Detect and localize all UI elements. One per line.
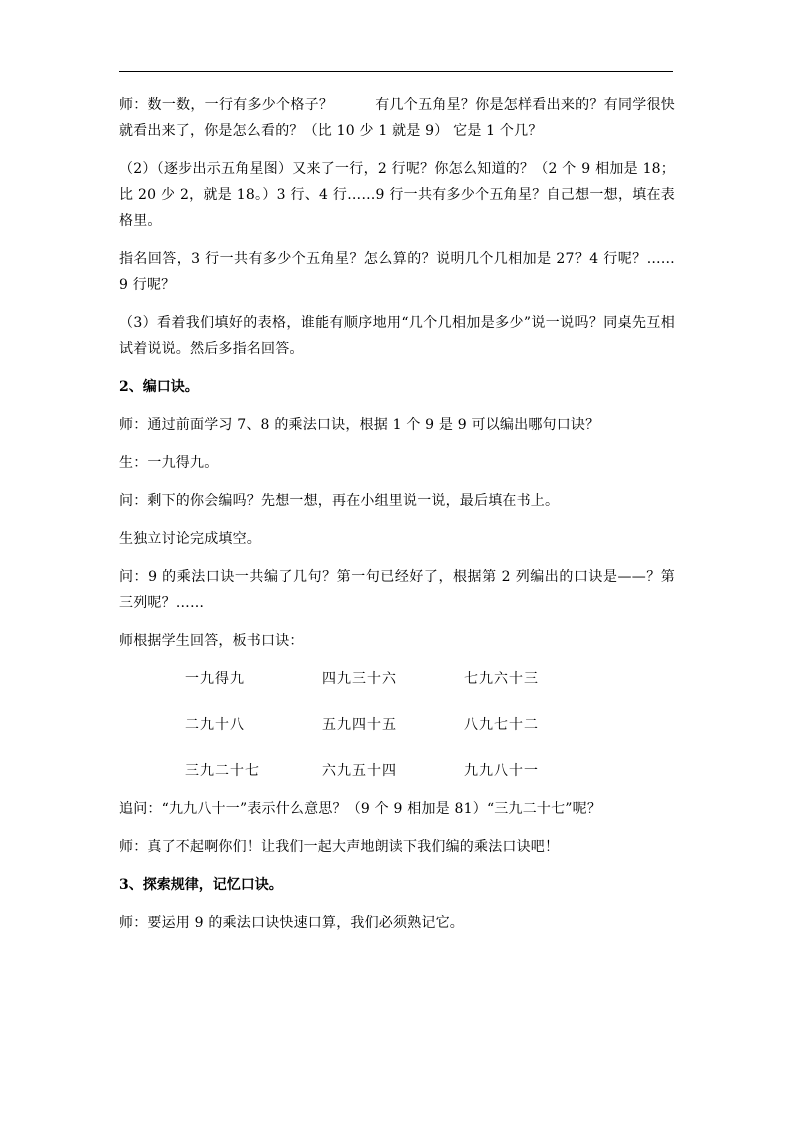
rhyme-cell: 八九七十二 <box>464 717 539 733</box>
paragraph-count-grid-question: 师：数一数，一行有多少个格子？ <box>119 97 334 113</box>
rhyme-row <box>119 712 675 738</box>
rhyme-cell: 四九三十六 <box>322 671 397 687</box>
rhyme-cell: 三九二十七 <box>185 763 260 779</box>
rhyme-row <box>119 758 675 784</box>
rhyme-cell: 七九六十三 <box>464 671 539 687</box>
paragraph-memorize: 师：要运用 9 的乘法口诀快速口算，我们必须熟记它。 <box>119 915 465 931</box>
document-body <box>119 92 675 948</box>
paragraph-answer-rows: 指名回答，3 行一共有多少个五角星？怎么算的？说明几个几相加是 27？4 行呢？……9 行呢？ <box>119 251 675 293</box>
rhyme-cell: 一九得九 <box>185 671 245 687</box>
paragraph-praise: 师：真了不起啊你们！让我们一起大声地朗读下我们编的乘法口诀吧！ <box>119 839 560 855</box>
paragraph-teacher-question: 师：通过前面学习 7、8 的乘法口诀，根据 1 个 9 是 9 可以编出哪句口诀？ <box>119 417 600 433</box>
paragraph-count-grid <box>119 92 675 144</box>
paragraph-step-3: （3）看着我们填好的表格，谁能有顺序地用“几个几相加是多少”说一说吗？同桌先互相试着说说。然后多指名回答。 <box>119 315 675 357</box>
paragraph-student-answer: 生：一九得九。 <box>119 455 219 471</box>
rhyme-cell: 五九四十五 <box>322 717 397 733</box>
paragraph-rest-question: 问：剩下的你会编吗？先想一想，再在小组里说一说，最后填在书上。 <box>119 493 560 509</box>
rhyme-row <box>119 666 675 692</box>
multiplication-rhyme-table <box>119 666 675 784</box>
paragraph-count-rhymes: 问：9 的乘法口诀一共编了几句？第一句已经好了，根据第 2 列编出的口诀是——？第三列呢？…… <box>119 569 675 611</box>
paragraph-follow-up: 追问：“九九八十一”表示什么意思？（9 个 9 相加是 81）“三九二十七”呢？ <box>119 801 602 817</box>
rhyme-cell: 二九十八 <box>185 717 245 733</box>
rhyme-cell: 九九八十一 <box>464 763 539 779</box>
paragraph-students-fill: 生独立讨论完成填空。 <box>119 531 261 547</box>
paragraph-board-writing: 师根据学生回答，板书口诀： <box>119 633 304 649</box>
paragraph-step-2: （2）（逐步出示五角星图）又来了一行，2 行呢？你怎么知道的？（2 个 9 相加是 18；比 20 少 2，就是 18。）3 行、4 行……9 行一共有多少个五角星？自己想一想，填在表格里。 <box>119 161 675 229</box>
paragraph-count-stars-question: 有几个五角星？你是怎样看出来的？有同学很快就看出来了，你是怎么看的？（比 10 少 1 就是 9） 它是 1 个几？ <box>119 97 676 139</box>
header-rule <box>119 71 673 72</box>
section-heading-compose-rhyme: 2、编口诀。 <box>119 379 199 395</box>
section-heading-explore-patterns: 3、探索规律，记忆口诀。 <box>119 877 283 893</box>
rhyme-cell: 六九五十四 <box>322 763 397 779</box>
